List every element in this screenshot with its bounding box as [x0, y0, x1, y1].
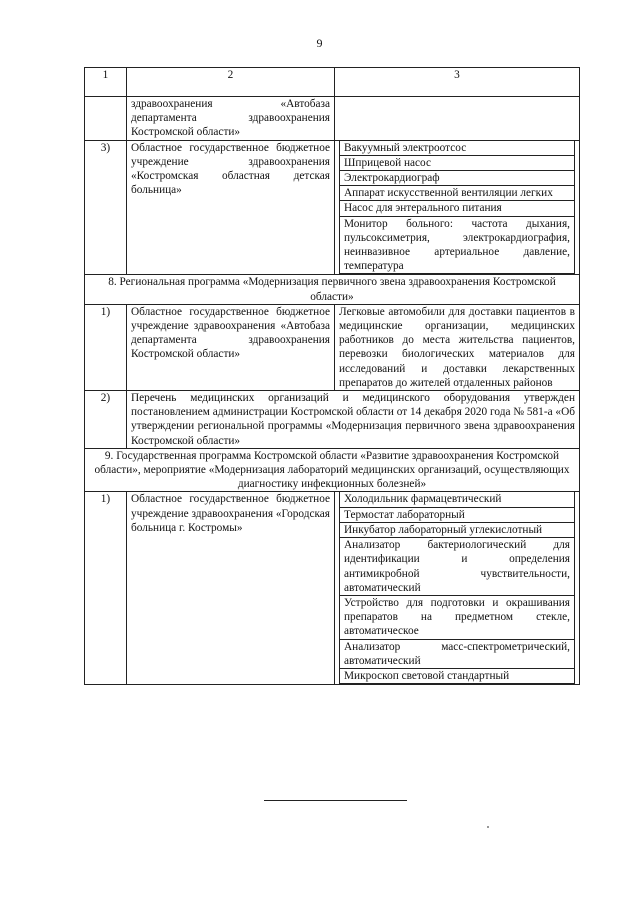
row-number: 2): [85, 391, 127, 449]
section-8-title: 8. Региональная программа «Модернизация первичного звена здравоохранения Костромской области»: [85, 275, 580, 304]
section-heading-row: [85, 275, 580, 304]
row-number: 1): [85, 492, 127, 685]
table-row: [85, 391, 580, 449]
equipment-item: Холодильник фармацевтический: [340, 492, 575, 507]
equipment-item: Электрокардиограф: [340, 171, 575, 186]
section-9-title: 9. Государственная программа Костромской области «Развитие здравоохранения Костромской области», мероприятие «Модернизация лабораторий медицинских организаций, осуществляющих диагностику инфекционных болезней»: [85, 448, 580, 492]
equipment-item: Устройство для подготовки и окрашивания препаратов на предметном стекле, автоматическое: [340, 595, 575, 639]
header-col-3: 3: [335, 68, 580, 97]
header-col-2: 2: [127, 68, 335, 97]
org-name: Областное государственное бюджетное учреждение здравоохранения «Городская больница г. Костромы»: [127, 492, 335, 685]
equipment-list: [339, 492, 575, 684]
table-row: [85, 140, 580, 275]
org-name: Областное государственное бюджетное учреждение здравоохранения «Автобаза департамента здравоохранения Костромской области»: [127, 304, 335, 390]
footer-rule: [264, 800, 407, 801]
equipment-table: [84, 67, 580, 685]
equipment-item: Инкубатор лабораторный углекислотный: [340, 522, 575, 537]
table-row: [85, 304, 580, 390]
row-number: 1): [85, 304, 127, 390]
row-note: Перечень медицинских организаций и медицинского оборудования утвержден постановлением администрации Костромской области от 14 декабря 2020 года № 581-а «Об утверждении региональной программы «Модернизация первичного звена здравоохранения Костромской области»: [127, 391, 580, 449]
row-number: 3): [85, 140, 127, 275]
equipment-item: Шприцевой насос: [340, 155, 575, 170]
equipment-description: Легковые автомобили для доставки пациентов в медицинские организации, медицинских работников до места жительства пациентов, перевозки биологических материалов для исследований и доставки лекарственных препаратов до жителей отдаленных районов: [335, 304, 580, 390]
equipment-item: Аппарат искусственной вентиляции легких: [340, 186, 575, 201]
table-row: [85, 97, 580, 141]
org-name: Областное государственное бюджетное учреждение здравоохранения «Костромская областная детская больница»: [127, 140, 335, 275]
scan-speck: [487, 826, 489, 828]
equipment-item: Термостат лабораторный: [340, 507, 575, 522]
equipment-item: Монитор больного: частота дыхания, пульсоксиметрия, электрокардиография, неинвазивное артериальное давление, температура: [340, 216, 575, 274]
equipment-item: Анализатор бактериологический для идентификации и определения антимикробной чувствительности, автоматический: [340, 538, 575, 596]
org-name: здравоохранения «Автобаза департамента здравоохранения Костромской области»: [127, 97, 335, 141]
equipment-item: Насос для энтерального питания: [340, 201, 575, 216]
page-number: 9: [316, 36, 323, 50]
equipment-item: Анализатор масс-спектрометрический, автоматический: [340, 639, 575, 668]
table-header-row: [85, 68, 580, 97]
equipment-item: Микроскоп световой стандартный: [340, 668, 575, 683]
section-heading-row: [85, 448, 580, 492]
equipment-item: Вакуумный электроотсос: [340, 141, 575, 156]
header-col-1: 1: [85, 68, 127, 97]
table-row: [85, 492, 580, 685]
equipment-list: [339, 141, 575, 275]
